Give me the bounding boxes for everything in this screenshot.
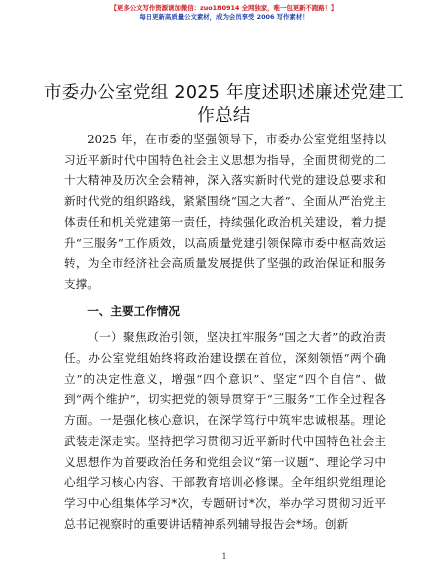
document-title: 市委办公室党组 2025 年度述职述廉述党建工作总结: [43, 83, 405, 126]
intro-paragraph: 2025 年，在市委的坚强领导下，市委办公室党组坚持以习近平新时代中国特色社会主义思想为指导，全面贯彻党的二十大精神及历次全会精神，深入落实新时代党的建设总要求和新时代党的组织路线，紧紧围绕“国之大者”、全面从严治党主体责任和机关党建第一责任，持续强化政治机关建设，着力提升“三服务”工作质效，以高质量党建引领保障市委中枢高效运转，为全市经济社会高质量发展提供了坚强的政治保证和服务支撑。: [64, 132, 386, 291]
section-heading: 一、主要工作情况: [87, 303, 180, 318]
subsection-lead: （一）聚焦政治引领，坚决扛牢服务“国之大者”的政治责任。: [64, 330, 386, 366]
document-body: [64, 129, 386, 534]
promo-banner: [0, 4, 448, 21]
promo-line-2: 每日更新高质量公文素材，成为会员享受 2006 写作素材！: [139, 12, 309, 21]
page-number: 1: [221, 552, 227, 561]
subsection-body: 办公室党组始终将政治建设摆在首位，深刻领悟“两个确立”的决定性意义，增强“四个意识”、坚定“四个自信”、做到“两个维护”，切实把党的领导贯穿于“三服务”工作全过程各方面。一是强化核心意识，在深学笃行中筑牢忠诚根基。理论武装走深走实。坚持把学习贯彻习近平新时代中国特色社会主义思想作为首要政治任务和党组会议“第一议题”、理论学习中心组学习核心内容、干部教育培训必修课。全年组织党组理论学习中心组集体学习*次，专题研讨*次，举办学习贯彻习近平总书记视察时的重要讲话精神系列辅导报告会*场。创新: [64, 351, 386, 531]
subsection-paragraph: [64, 327, 386, 534]
promo-line-1: 【更多公文写作资源请加微信：zuo180914 全网独家，唯一包更新不跑路！】: [110, 4, 338, 12]
